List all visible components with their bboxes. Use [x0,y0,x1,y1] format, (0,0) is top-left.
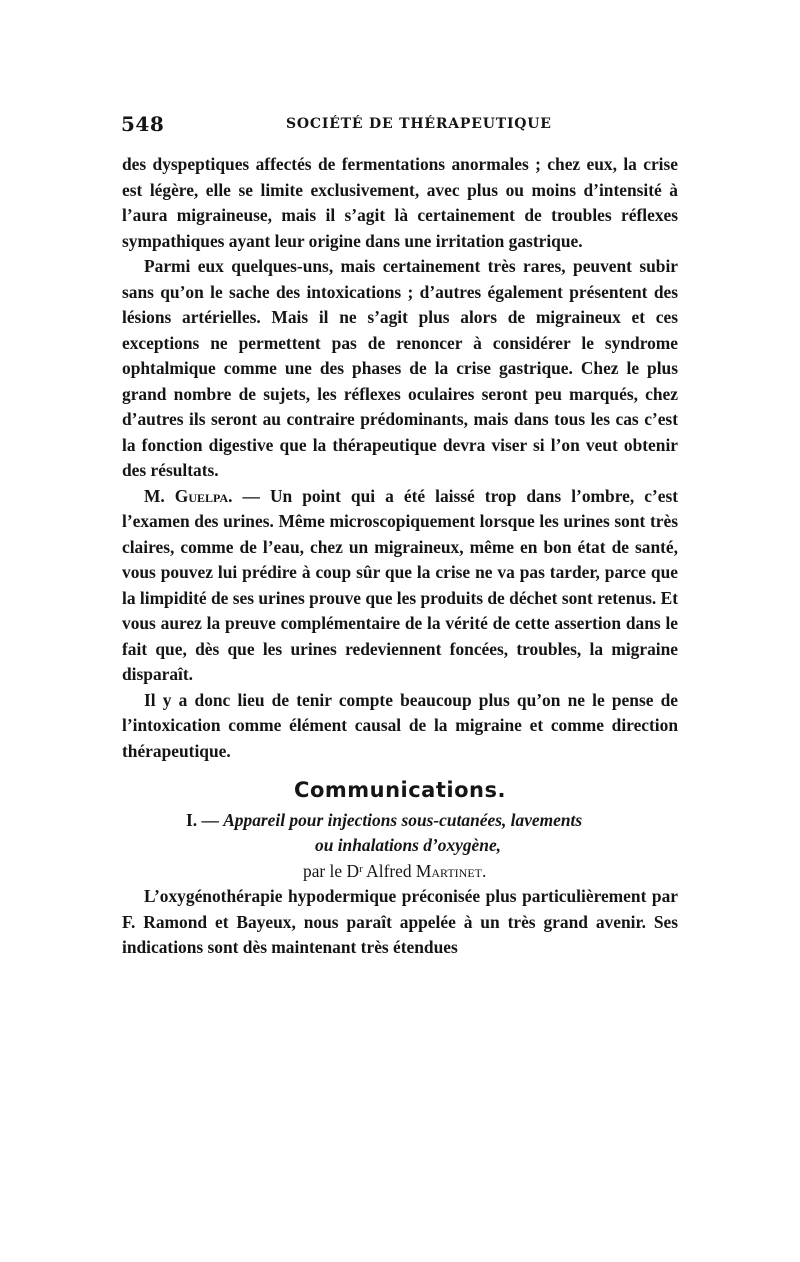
page-header [121,112,681,142]
section-title: Communications. [294,778,506,802]
paragraph-4: Il y a donc lieu de tenir compte beaucoup plus qu’on ne le pense de l’intoxication comme élément causal de la migraine et comme direction thérapeutique. [122,689,678,761]
author-name: Martinet. [415,860,487,881]
body-text [122,152,678,961]
paragraph-5: L’oxygénothérapie hypodermique préconisée plus particulièrement par F. Ramond et Bayeux, nous paraît appelée à un très grand avenir. Ses indications sont dès maintenant très étendues [122,886,678,957]
paragraph-2: Parmi eux quelques-uns, mais certainement très rares, peuvent subir sans qu’on le sache des intoxications ; d’autres également présentent des lésions artérielles. Mais il ne s’agit plus alors de migraineux et ces exceptions ne permettent pas de renoncer à considérer le syndrome ophtalmique comme une des phases de la crise gastrique. Chez le plus grand nombre de sujets, les réflexes oculaires seront peu marqués, chez d’autres ils seront au contraire prédominants, mais dans tous les cas c’est la fonction digestive que la thérapeutique devra viser si l’on veut obtenir des résultats. [122,256,678,480]
article-number: I. — [186,809,224,830]
article-title-line-1 [122,808,678,834]
speaker-name: M. Guelpa. [144,485,233,506]
paragraph-3-text: — Un point qui a été laissé trop dans l’ombre, c’est l’examen des urines. Même microscopiquement lorsque les urines sont très claires, comme de l’eau, chez un migraineux, même en bon état de santé, vous pouvez lui prédire à coup sûr que la crise ne va pas tarder, parce que la limpidité de ses urines prouve que les produits de déchet sont retenus. Et vous aurez la preuve complémentaire de la vérité de cette assertion dans le fait que, dès que les urines redeviennent foncées, troubles, la migraine disparaît. [122,485,678,684]
paragraph-3 [122,484,678,688]
article-title-1: Appareil pour injections sous-cutanées, lavements [223,809,583,830]
page-number: 548 [121,112,165,136]
article-title-line-2: ou inhalations d’oxygène, [315,835,502,855]
paragraph-1: des dyspeptiques affectés de fermentations anormales ; chez eux, la crise est légère, elle se limite exclusivement, avec plus ou moins d’intensité à l’aura migraineuse, mais il s’agit là certainement de troubles réflexes sympathiques ayant leur origine dans une irritation gastrique. [122,154,678,251]
byline-prefix: par le Dʳ Alfred [303,860,416,881]
running-head: SOCIÉTÉ DE THÉRAPEUTIQUE [286,116,552,132]
article-byline [122,859,678,885]
